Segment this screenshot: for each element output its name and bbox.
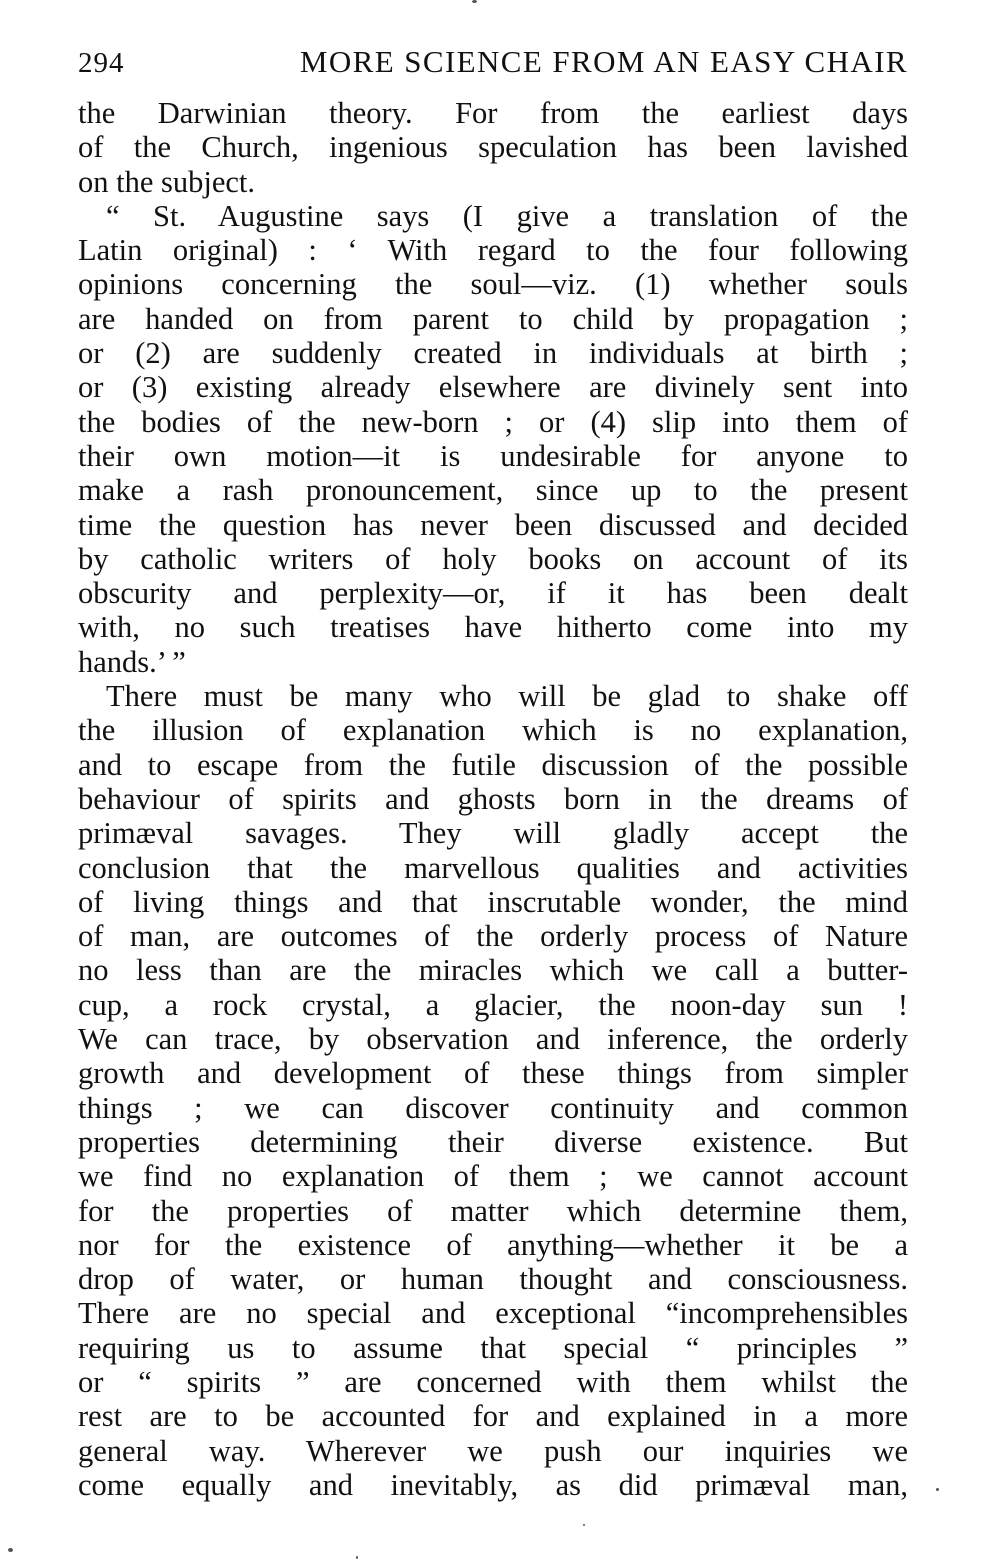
text-line: with, no such treatises have hitherto come into my [78,610,908,645]
text-line: by catholic writers of holy books on account of its [78,541,908,576]
text-line: things ; we can discover continuity and common [78,1090,908,1125]
text-line: We can trace, by observation and inference, the orderly [78,1022,908,1057]
text-line: drop of water, or human thought and consciousness. [78,1262,908,1297]
text-line: conclusion that the marvellous qualities and activities [78,850,908,885]
text-line: make a rash pronouncement, since up to the present [78,473,908,508]
text-line: their own motion—it is undesirable for anyone to [78,438,908,473]
paragraph-augustine-quote [78,199,908,679]
text-line: There must be many who will be glad to shake off [106,679,908,714]
book-page [78,44,908,1502]
text-line: for the properties of matter which determine them, [78,1193,908,1228]
text-line: growth and development of these things from simpler [78,1056,908,1091]
text-line: primæval savages. They will gladly accept the [78,816,908,851]
text-line: There are no special and exceptional “incomprehensibles [78,1296,908,1331]
text-line: behaviour of spirits and ghosts born in the dreams of [78,781,908,816]
body-text [78,96,908,1502]
text-line: obscurity and perplexity—or, if it has been dealt [78,576,908,611]
text-line: requiring us to assume that special “ principles ” [78,1330,908,1365]
text-line: no less than are the miracles which we call a butter- [78,953,908,988]
text-line: rest are to be accounted for and explained in a more [78,1399,908,1434]
book-title: MORE SCIENCE FROM AN EASY CHAIR [299,44,908,79]
text-line: on the subject. [78,164,256,199]
text-line: we find no explanation of them ; we cannot account [78,1159,908,1194]
text-line: come equally and inevitably, as did primæval man, [78,1467,908,1502]
scan-speck [8,1548,13,1552]
paragraph-continuation [78,96,908,199]
page-number: 294 [78,47,125,79]
scan-speck [936,1488,939,1491]
text-line: the illusion of explanation which is no explanation, [78,713,908,748]
text-line: of living things and that inscrutable wonder, the mind [78,884,908,919]
text-line: of man, are outcomes of the orderly process of Nature [78,919,908,954]
text-line: “ St. Augustine says (I give a translation of the [106,198,908,233]
text-line: or (2) are suddenly created in individuals at birth ; [78,336,908,371]
text-line: properties determining their diverse existence. But [78,1124,908,1159]
scan-speck [472,0,477,3]
text-line: or “ spirits ” are concerned with them whilst the [78,1364,908,1399]
scan-speck [583,1524,585,1526]
text-line: opinions concerning the soul—viz. (1) whether souls [78,267,908,302]
text-line: the Darwinian theory. For from the earliest days [78,96,908,130]
running-head [78,44,908,92]
paragraph-illusion-of-explanation [78,679,908,1502]
text-line: and to escape from the futile discussion of the possible [78,747,908,782]
text-line: the bodies of the new-born ; or (4) slip into them of [78,404,908,439]
text-line: Latin original) : ‘ With regard to the four following [78,233,908,268]
text-line: hands.’ ” [78,644,186,679]
text-line: of the Church, ingenious speculation has been lavished [78,130,908,165]
text-line: or (3) existing already elsewhere are divinely sent into [78,370,908,405]
text-line: are handed on from parent to child by propagation ; [78,301,908,336]
text-line: cup, a rock crystal, a glacier, the noon-day sun ! [78,987,908,1022]
text-line: general way. Wherever we push our inquiries we [78,1433,908,1468]
scan-speck [356,1556,358,1559]
text-line: time the question has never been discussed and decided [78,507,908,542]
text-line: nor for the existence of anything—whether it be a [78,1227,908,1262]
